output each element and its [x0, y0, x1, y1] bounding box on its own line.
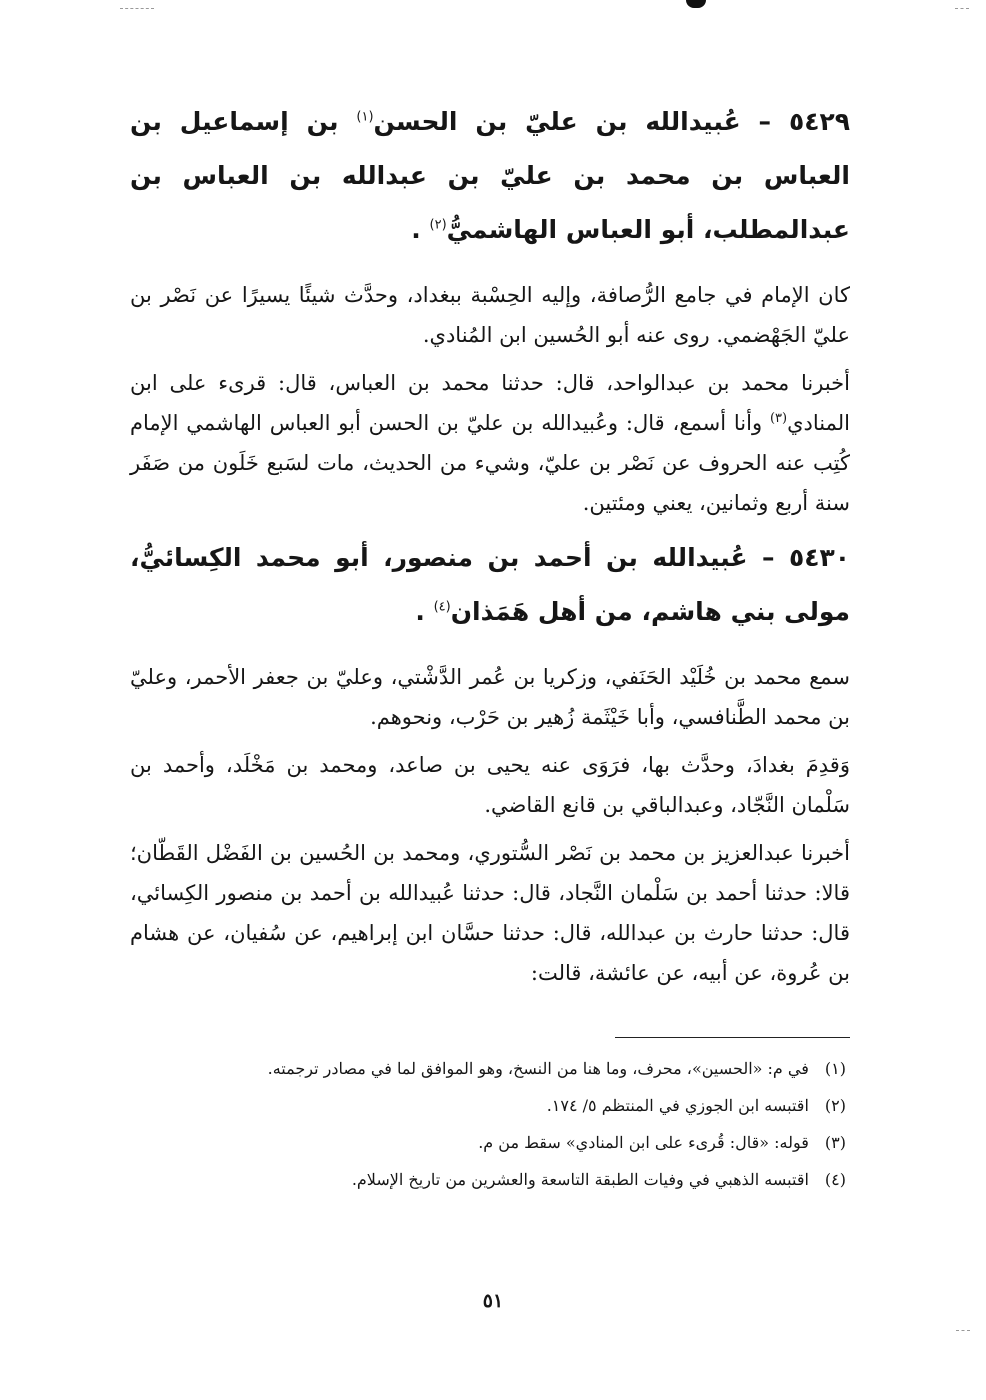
paragraph-text: أخبرنا محمد بن عبدالواحد، قال: حدثنا محمد بن العباس، قال: قرىء على ابن المنادي [130, 371, 850, 435]
heading-text: بن إسماعيل بن العباس بن محمد بن عليّ بن عبدالله بن العباس بن عبدالمطلب، أبو العباس الهاشميُّ [130, 107, 850, 244]
scan-edge-mark [956, 1330, 970, 1331]
heading-text: . [415, 597, 434, 626]
footnote-ref-1[interactable]: (١) [356, 109, 374, 125]
footnote-text: اقتبسه الذهبي في وفيات الطبقة التاسعة والعشرين من تاريخ الإسلام. [351, 1170, 809, 1189]
heading-text: . [411, 215, 430, 244]
footnotes [130, 1050, 846, 1198]
footnote-number: (١) [824, 1059, 846, 1078]
footnote-number: (٢) [824, 1096, 846, 1115]
footnote-text: في م: «الحسين»، محرف، وما هنا من النسخ، وهو الموافق لما في مصادر ترجمته. [267, 1059, 809, 1078]
entry-heading-5430 [130, 531, 850, 639]
heading-text: ٥٤٣٠ – عُبيدالله بن أحمد بن منصور، أبو محمد الكِسائيُّ، مولى بني هاشم، من أهل هَمَذان [130, 543, 850, 626]
paragraph [130, 363, 850, 523]
page-number: ٥١ [482, 1290, 504, 1312]
main-text [130, 95, 850, 993]
footnote-item [130, 1050, 846, 1087]
paragraph: أخبرنا عبدالعزيز بن محمد بن نَصْر السُّتوري، ومحمد بن الحُسين بن الفَضْل القَطّان؛ قالا: حدثنا أحمد بن سَلْمان النَّجاد، قال: حدثنا عُبيدالله بن أحمد بن منصور الكِسائي، قال: حدثنا حارث بن عبدالله، قال: حدثنا حسَّان ابن إبراهيم، عن سُفيان، عن هشام بن عُروة، عن أبيه، عن عائشة، قالت: [130, 841, 850, 985]
footnote-item [130, 1087, 846, 1124]
footnote-text: قوله: «قال: قُرىء على ابن المنادي» سقط من م. [478, 1133, 809, 1152]
scan-edge-mark [955, 8, 969, 9]
top-edge-mark [686, 0, 706, 8]
footnote-text: اقتبسه ابن الجوزي في المنتظم ٥/ ١٧٤. [546, 1096, 809, 1115]
footnote-number: (٤) [824, 1170, 846, 1189]
paragraph: كان الإمام في جامع الرُّصافة، وإليه الحِسْبة ببغداد، وحدَّث شيئًا يسيرًا عن نَصْر بن عليّ الجَهْضمي. روى عنه أبو الحُسين ابن المُنادي. [130, 283, 850, 347]
footnote-separator [615, 1037, 850, 1038]
heading-text: ٥٤٢٩ – عُبيدالله بن عليّ بن الحسن [373, 107, 851, 136]
footnote-ref-3[interactable]: (٣) [769, 411, 788, 426]
paragraph-text: وأنا أسمع، قال: وعُبيدالله بن عليّ بن الحسن أبو العباس الهاشمي الإمام كُتِب عنه الحروف عن نَصْر بن عليّ، وشيء من الحديث، مات لسَبع خَلَون من صَفَر سنة أربع وثمانين، يعني ومئتين. [130, 411, 850, 515]
footnote-item [130, 1161, 846, 1198]
scan-edge-mark [120, 8, 154, 9]
paragraph: وَقدِمَ بغدادَ، وحدَّث بها، فرَوَى عنه يحيى بن صاعد، ومحمد بن مَخْلَد، وأحمد بن سَلْمان النَّجّاد، وعبدالباقي بن قانع القاضي. [130, 753, 850, 817]
footnote-item [130, 1124, 846, 1161]
footnote-number: (٣) [824, 1133, 846, 1152]
entry-heading-5429 [130, 95, 850, 257]
footnote-ref-4[interactable]: (٤) [433, 599, 451, 615]
footnote-ref-2[interactable]: (٢) [429, 217, 447, 233]
paragraph: سمع محمد بن خُلَيْد الحَنَفي، وزكريا بن عُمر الدَّشْتي، وعليّ بن جعفر الأحمر، وعليّ بن محمد الطَّنافسي، وأبا خَيْثَمة زُهير بن حَرْب، ونحوهم. [130, 665, 850, 729]
